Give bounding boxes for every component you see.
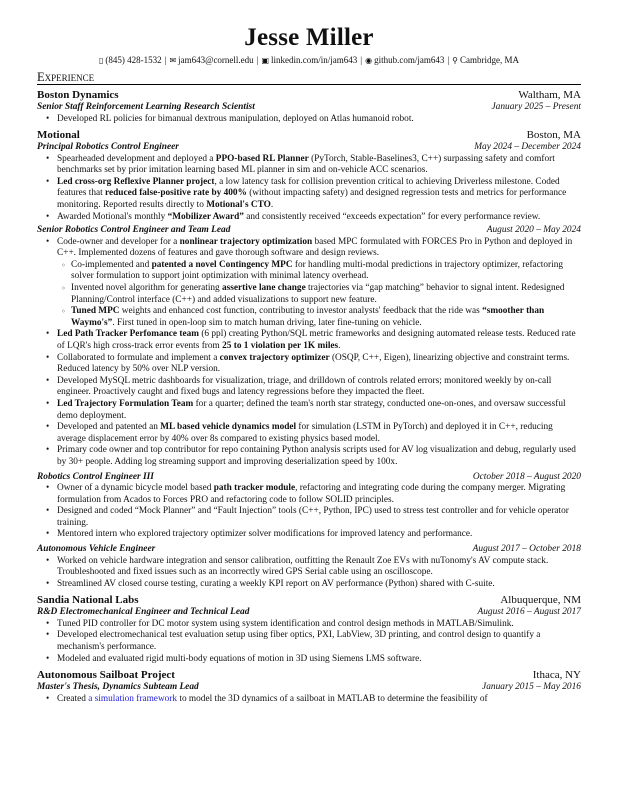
org-location: Albuquerque, NM — [500, 594, 581, 607]
org-location: Ithaca, NY — [532, 669, 581, 682]
sub-bullet-item: ◦ Co-implemented and patented a novel Contingency MPC for handling multi-modal predictions in trajectory optimizer, refactoring solver formulation to support joint optimization with minimal latency overhead. — [71, 260, 581, 283]
bullet-item: • Awarded Motional's monthly “Mobilizer Award” and consistently received “exceeds expectation” for every performance review. — [57, 212, 581, 224]
envelope-icon: ✉ — [169, 56, 177, 65]
bullet-item: • Worked on vehicle hardware integration and sensor calibration, outfitting the Renault Zoe EVs with nuTonomy's AV compute stack. Troubleshooted and fixed issues such as an incorrectly wired GPS Serial cable using an oscilloscope. — [57, 556, 581, 579]
role-date: January 2015 – May 2016 — [482, 682, 581, 693]
org-location: Boston, MA — [526, 129, 581, 142]
org-row — [37, 669, 581, 682]
role-date: October 2018 – August 2020 — [472, 471, 581, 482]
bullet-item: • Spearheaded development and deployed a PPO-based RL Planner (PyTorch, Stable-Baselines3, C++) surpassing safety and comfort benchmarks set by prior imitation learning based ML planner in sim and on-vehicle ACC scenarios. — [57, 154, 581, 177]
bullet-item: • Primary code owner and top contributor for repo containing Python analysis scripts used for AV log visualization and debug, regularly used by 30+ people. Adding log streaming support and improving deserialization speed by 100x. — [57, 445, 581, 468]
sub-bullet-item: ◦ Invented novel algorithm for generating assertive lane change trajectories via “gap matching” behavior to signal intent. Redesigned Planning/Control interface (C++) and added visualizations to support new feature. — [71, 283, 581, 306]
linkedin-link[interactable]: linkedin.com/in/jam643 — [271, 55, 358, 65]
bullet-item: • Led Trajectory Formulation Team for a quarter; defined the team's north star strategy, conducted one-on-ones, and oversaw successful demo deployment. — [57, 399, 581, 422]
bullet-item: • Streamlined AV closed course testing, curating a weekly KPI report on AV performance (Python) shared with C-suite. — [57, 579, 581, 591]
bullet-item: • Developed RL policies for bimanual dextrous manipulation, deployed on Atlas humanoid robot. — [57, 114, 581, 126]
bullet-item: • Designed and coded “Mock Planner” and “Fault Injection” tools (C++, Python, IPC) used to stress test controller and for vehicle operator training. — [57, 506, 581, 529]
bullet-list — [37, 114, 581, 126]
section-title-experience: Experience — [37, 70, 581, 85]
bullet-item: • Led cross-org Reflexive Planner project, a low latency task for collision prevention critical to achieving Driverless milestone. Coded features that reduced false-positive rate by 400% (without impacting safety) and designed regression tests and metrics for performance monitoring. Reported results directly to Motional's CTO. — [57, 177, 581, 212]
bullet-item: • Code-owner and developer for a nonlinear trajectory optimization based MPC formulated with FORCES Pro in Python and deployed in C++. Implemented dozens of features and gave thorough software and design reviews. ◦ Co-implemented and patented a novel Contingency MPC for handling multi-modal predictions in trajectory optimizer, refactoring solver formulation to support joint optimization with minimal latency overhead. ◦ Invented novel algorithm for generating assertive lane change trajectories via “gap matching” behavior to signal intent. Redesigned Planning/Control interface (C++) and added visualizations to support new feature. ◦ Tuned MPC weights and enhanced cost function, contributing to investor analysts' feedback that the ride was “smoother than Waymo's”. First tuned in open-loop sim to match human driving, later fine-tuning on vehicle. — [57, 237, 581, 330]
email-link[interactable]: jam643@cornell.edu — [178, 55, 254, 65]
bullet-item: • Developed electromechanical test evaluation setup using fiber optics, PXI, LabView, 3D printing, and control design to quantify a mechanism's performance. — [57, 630, 581, 653]
role-title: Senior Robotics Control Engineer and Team Lead — [37, 225, 231, 236]
map-pin-icon: ⚲ — [452, 56, 459, 65]
linkedin-icon: ▣ — [261, 56, 270, 65]
bullet-list — [37, 619, 581, 665]
role-title: Principal Robotics Control Engineer — [37, 142, 179, 153]
role-row — [37, 544, 581, 556]
bullet-list — [37, 154, 581, 224]
role-row — [37, 225, 581, 237]
role-row — [37, 142, 581, 154]
contact-line — [37, 54, 581, 67]
role-date: August 2016 – August 2017 — [477, 607, 581, 618]
role-row — [37, 472, 581, 484]
role-title: Autonomous Vehicle Engineer — [37, 544, 156, 554]
bullet-item: • Led Path Tracker Perfomance team (6 ppl) creating Python/SQL metric frameworks and designing automated release tests. Reduced rate of LQR's high cross-track error events from 25 to 1 violation per 1K miles. — [57, 329, 581, 352]
bullet-list — [37, 237, 581, 469]
simulation-framework-link[interactable]: a simulation framework — [88, 693, 178, 704]
org-name: Motional — [37, 129, 80, 142]
role-title: Senior Staff Reinforcement Learning Research Scientist — [37, 102, 255, 112]
role-title: R&D Electromechanical Engineer and Technical Lead — [37, 607, 250, 618]
bullet-item: • Tuned PID controller for DC motor system using system identification and control design methods in MATLAB/Simulink. — [57, 619, 581, 631]
bullet-item: • Owner of a dynamic bicycle model based path tracker module, refactoring and integrating code during the company merger. Migrating formulation from Acados to Forces PRO and refactoring code to follow SOLID principles. — [57, 483, 581, 506]
candidate-name: Jesse Miller — [244, 24, 374, 51]
org-location: Waltham, MA — [518, 89, 581, 101]
bullet-item: • Collaborated to formulate and implement a convex trajectory optimizer (OSQP, C++, Eigen), linearizing objective and constraint terms. Reduced latency by 50% over NLP version. — [57, 353, 581, 376]
bullet-item: • Modeled and evaluated rigid multi-body equations of motion in 3D using Siemens LMS software. — [57, 654, 581, 666]
role-date: May 2024 – December 2024 — [474, 142, 581, 153]
bullet-item: • Developed MySQL metric dashboards for visualization, triage, and drilldown of controls related errors; monitored weekly by on-call engineer. Proactively caught and fixed bugs and latency regressions before they impacted the fleet. — [57, 376, 581, 399]
sub-bullet-item: ◦ Tuned MPC weights and enhanced cost function, contributing to investor analysts' feedback that the ride was “smoother than Waymo's”. First tuned in open-loop sim to match human driving, later fine-tuning on vehicle. — [71, 306, 581, 329]
bullet-list — [37, 694, 581, 706]
separator: | — [256, 55, 259, 65]
bullet-list — [37, 556, 581, 591]
org-name: Autonomous Sailboat Project — [37, 669, 175, 682]
phone-icon: ▯ — [98, 56, 104, 65]
org-row — [37, 594, 581, 607]
org-row — [37, 89, 581, 102]
role-row — [37, 682, 581, 694]
org-name: Sandia National Labs — [37, 594, 139, 607]
role-row — [37, 607, 581, 619]
separator: | — [164, 55, 167, 65]
bullet-item: • Created a simulation framework to model the 3D dynamics of a sailboat in MATLAB to determine the feasibility of — [57, 694, 581, 706]
role-title: Master's Thesis, Dynamics Subteam Lead — [37, 682, 199, 693]
separator: | — [360, 55, 363, 65]
separator: | — [447, 55, 450, 65]
role-date: January 2025 – Present — [491, 102, 581, 112]
bullet-item: • Mentored intern who explored trajectory optimizer solver modifications for improved latency and performance. — [57, 529, 581, 541]
role-row — [37, 102, 581, 114]
github-link[interactable]: github.com/jam643 — [374, 55, 445, 65]
org-row — [37, 129, 581, 142]
role-date: August 2020 – May 2024 — [486, 225, 581, 236]
bullet-item: • Developed and patented an ML based vehicle dynamics model for simulation (LSTM in PyTorch) and deployed it in C++, reducing average displacement error by 40% over 8s compared to existing physics based model. — [57, 422, 581, 445]
sub-bullet-list — [57, 260, 581, 330]
role-title: Robotics Control Engineer III — [37, 471, 154, 482]
github-icon: ◉ — [365, 56, 373, 65]
role-date: August 2017 – October 2018 — [472, 544, 581, 554]
location-text: Cambridge, MA — [460, 55, 520, 65]
org-name: Boston Dynamics — [37, 89, 119, 101]
phone-text[interactable]: (845) 428-1532 — [105, 55, 162, 65]
bullet-list — [37, 483, 581, 541]
